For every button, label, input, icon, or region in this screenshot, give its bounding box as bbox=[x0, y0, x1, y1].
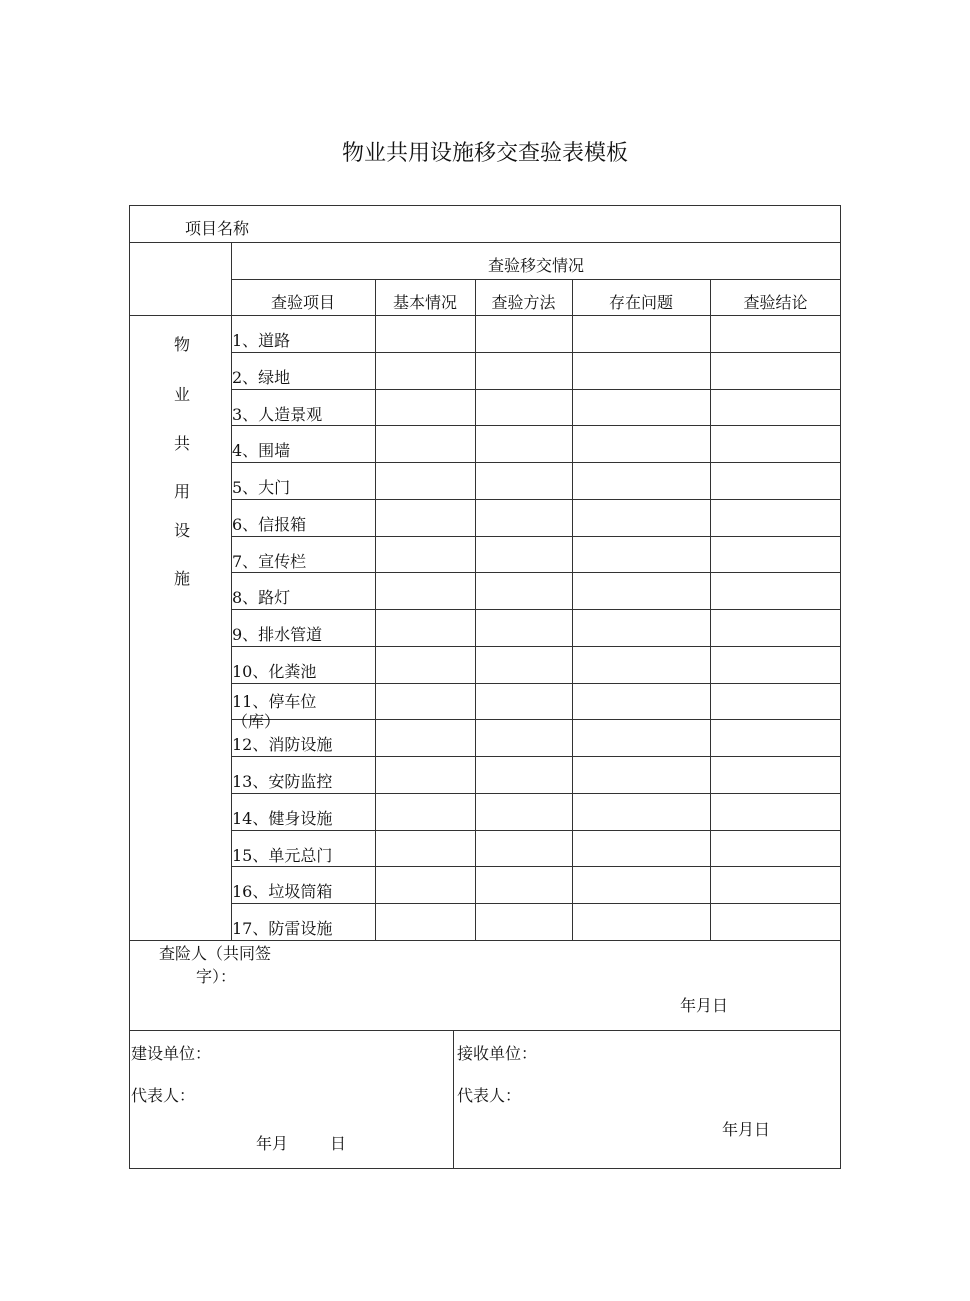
column-header-issues: 存在问题 bbox=[608, 293, 673, 312]
inspection-item-label: 15、单元总门 bbox=[232, 846, 333, 865]
inspection-item-label: 16、垃圾筒箱 bbox=[232, 882, 333, 901]
inspection-item-label: 13、安防监控 bbox=[232, 772, 333, 791]
inspection-item-label: 1、道路 bbox=[232, 331, 291, 350]
section-header: 查验移交情况 bbox=[487, 256, 584, 275]
column-header-conclusion: 查验结论 bbox=[743, 293, 808, 312]
project-name-label: 项目名称 bbox=[185, 219, 250, 238]
column-header-method: 查验方法 bbox=[491, 293, 556, 312]
category-char: 设 bbox=[173, 521, 190, 540]
row-divider bbox=[231, 683, 841, 684]
inspection-item-label: 10、化粪池 bbox=[232, 662, 317, 681]
category-char: 用 bbox=[173, 482, 190, 501]
inspector-date: 年月日 bbox=[680, 996, 729, 1015]
divider bbox=[129, 1030, 841, 1031]
row-divider bbox=[231, 646, 841, 647]
inspection-item-label: 9、排水管道 bbox=[232, 625, 323, 644]
row-divider bbox=[231, 609, 841, 610]
row-divider bbox=[231, 830, 841, 831]
inspection-item-label: 5、大门 bbox=[232, 478, 291, 497]
row-divider bbox=[231, 389, 841, 390]
inspection-item-label: 8、路灯 bbox=[232, 588, 291, 607]
divider bbox=[710, 279, 711, 940]
row-divider bbox=[231, 572, 841, 573]
builder-rep-label: 代表人： bbox=[131, 1086, 196, 1105]
category-char: 施 bbox=[173, 569, 190, 588]
category-char: 物 bbox=[173, 335, 190, 354]
inspection-item-label: 14、健身设施 bbox=[232, 809, 333, 828]
divider bbox=[129, 940, 841, 941]
divider bbox=[129, 242, 841, 243]
row-divider bbox=[231, 719, 841, 720]
inspection-item-overflow: （库） bbox=[232, 712, 281, 731]
row-divider bbox=[231, 903, 841, 904]
inspection-item-label: 7、宣传栏 bbox=[232, 552, 307, 571]
page-title: 物业共用设施移交查验表模板 bbox=[341, 141, 628, 166]
inspection-item-label: 11、停车位 bbox=[232, 692, 317, 711]
receiver-rep-label: 代表人： bbox=[457, 1086, 522, 1105]
inspection-item-label: 3、人造景观 bbox=[232, 405, 323, 424]
builder-unit-label: 建设单位： bbox=[131, 1044, 212, 1063]
row-divider bbox=[231, 499, 841, 500]
column-header-basic: 基本情况 bbox=[392, 293, 457, 312]
row-divider bbox=[231, 866, 841, 867]
row-divider bbox=[231, 756, 841, 757]
inspection-item-label: 6、信报箱 bbox=[232, 515, 307, 534]
divider bbox=[475, 279, 476, 940]
row-divider bbox=[231, 536, 841, 537]
inspector-label-cont: 字）： bbox=[196, 967, 237, 986]
divider bbox=[231, 279, 841, 280]
inspector-label: 查险人（共同签 bbox=[159, 944, 272, 963]
receiver-date: 年月日 bbox=[722, 1120, 771, 1139]
row-divider bbox=[231, 462, 841, 463]
row-divider bbox=[231, 352, 841, 353]
inspection-item-label: 17、防雷设施 bbox=[232, 919, 333, 938]
inspection-item-label: 4、围墙 bbox=[232, 441, 291, 460]
category-char: 共 bbox=[173, 434, 190, 453]
inspection-item-label: 12、消防设施 bbox=[232, 735, 333, 754]
builder-date-year-month: 年月 bbox=[256, 1134, 289, 1153]
inspection-item-label: 2、绿地 bbox=[232, 368, 291, 387]
divider bbox=[453, 1030, 454, 1169]
receiver-unit-label: 接收单位： bbox=[457, 1044, 538, 1063]
row-divider bbox=[231, 793, 841, 794]
row-divider bbox=[231, 425, 841, 426]
column-header-item: 查验项目 bbox=[270, 293, 335, 312]
divider bbox=[572, 279, 573, 940]
divider bbox=[375, 279, 376, 940]
category-char: 业 bbox=[173, 385, 190, 404]
divider bbox=[129, 315, 841, 316]
builder-date-day: 日 bbox=[330, 1134, 347, 1153]
